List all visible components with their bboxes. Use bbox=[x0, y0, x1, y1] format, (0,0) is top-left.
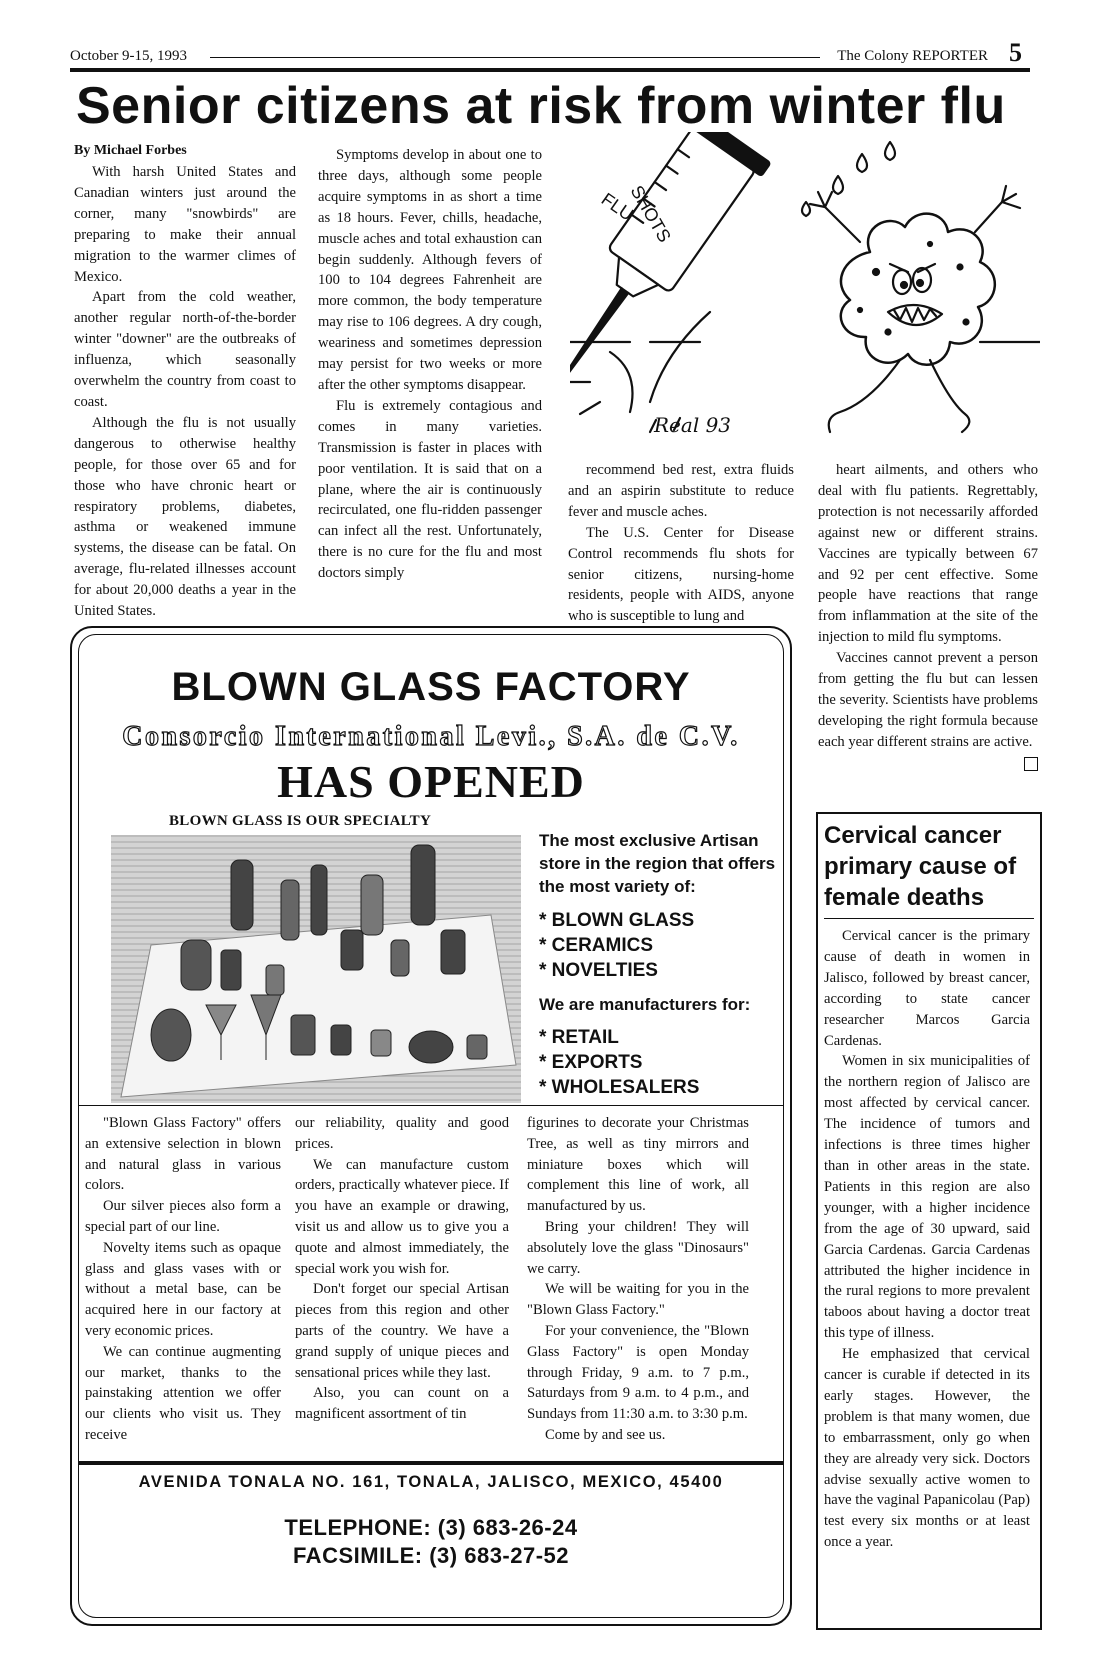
ad-specialty: BLOWN GLASS IS OUR SPECIALTY bbox=[169, 813, 432, 829]
paragraph: We will be waiting for you in the "Blown Glass Factory." bbox=[527, 1281, 749, 1319]
article-column-4 bbox=[818, 460, 1038, 771]
newspaper-name: The Colony REPORTER bbox=[837, 48, 988, 64]
artist-signature: Real 93 bbox=[654, 413, 732, 437]
article-headline: Senior citizens at risk from winter flu bbox=[76, 77, 1006, 135]
glassware-photo bbox=[111, 835, 521, 1103]
paragraph: Our silver pieces also form a special part of our line. bbox=[85, 1198, 281, 1235]
product-item: * BLOWN GLASS bbox=[539, 910, 695, 931]
market-item: * EXPORTS bbox=[539, 1052, 643, 1073]
market-item: * RETAIL bbox=[539, 1027, 619, 1048]
paragraph bbox=[818, 648, 1038, 753]
paragraph: The U.S. Center for Disease Control recommends flu shots for senior citizens, nursing-home residents, people with AIDS, anyone who is susceptible to lung and bbox=[568, 524, 794, 625]
ad-intro: The most exclusive Artisan store in the region that offers the most variety of: bbox=[539, 831, 776, 896]
sidebar-rule bbox=[824, 918, 1034, 919]
article-byline: By Michael Forbes bbox=[74, 143, 187, 158]
paragraph: We can continue augmenting our market, thanks to the painstaking attention we offer our clients who visit us. They receive bbox=[85, 1343, 281, 1443]
paragraph: For your convenience, the "Blown Glass Factory" is open Monday through Friday, 9 a.m. to 7 p.m., Saturdays from 9 a.m. to 4 p.m., and Sundays from 11:30 a.m. to 3:30 p.m. bbox=[527, 1322, 749, 1423]
ad-facsimile: FACSIMILE: (3) 683-27-52 bbox=[292, 1543, 570, 1568]
paragraph: Novelty items such as opaque glass and glass vases with or without a metal base, can be acquired here in our factory at very economic prices. bbox=[85, 1239, 281, 1339]
article-column-1 bbox=[74, 162, 296, 622]
ad-column-3 bbox=[527, 1113, 749, 1446]
paragraph: recommend bed rest, extra fluids and an aspirin substitute to reduce fever and muscle aches. bbox=[568, 462, 794, 520]
paragraph: Don't forget our special Artisan pieces from this region and other parts of the country. We have a grand supply of unique pieces and sensational prices while they last. bbox=[295, 1281, 509, 1381]
paragraph: Apart from the cold weather, another regular north-of-the-border winter "downer" are the outbreaks of influenza, which seasonally overwhelm the country from coast to coast. bbox=[74, 289, 296, 410]
paragraph: Come by and see us. bbox=[545, 1426, 666, 1443]
ad-inner-frame bbox=[78, 634, 784, 1618]
paragraph: Also, you can count on a magnificent assortment of tin bbox=[295, 1385, 509, 1423]
ad-company-name: Consorcio International Levi., S.A. de C.V. bbox=[122, 721, 740, 752]
issue-date: October 9-15, 1993 bbox=[70, 48, 188, 64]
sidebar-body bbox=[824, 926, 1030, 1553]
ad-divider bbox=[79, 1105, 783, 1106]
paragraph: He emphasized that cervical cancer is curable if detected in its early stages. However, the problem is that many women, due to embarrassment, only go when they are already very sick. Doctors advise sexually active women to have the vaginal Papanicolau (Pap) test every six months or at least once a year. bbox=[824, 1346, 1030, 1551]
paragraph: Women in six municipalities of the northern region of Jalisco are most affected by cervical cancer. The incidence of tumors and infections is three times higher than in other areas in the state. Patients in this region are also younger, with a higher incidence from the age of 30 upward, said Garcia Cardenas. Garcia Cardenas attributed the higher incidence in the rural regions to more prevalent taboos about having a doctor treat this type of illness. bbox=[824, 1053, 1030, 1342]
paragraph-text: Vaccines cannot prevent a person from getting the flu but can lessen the severity. Scientists have problems developing the right formula because each year different strains are active. bbox=[818, 650, 1038, 750]
masthead bbox=[70, 38, 1030, 68]
germ-character bbox=[802, 142, 1020, 432]
market-item: * WHOLESALERS bbox=[539, 1077, 700, 1098]
ad-has-opened: HAS OPENED bbox=[277, 756, 585, 807]
paragraph: figurines to decorate your Christmas Tree, as well as tiny mirrors and miniature boxes which will complement this line of work, all manufactured by us. bbox=[527, 1115, 749, 1215]
ad-address: AVENIDA TONALA NO. 161, TONALA, JALISCO, MEXICO, 45400 bbox=[138, 1473, 724, 1491]
paragraph: Cervical cancer is the primary cause of death in women in Jalisco, followed by breast cancer, according to state cancer researcher Marcos Garcia Cardenas. bbox=[824, 928, 1030, 1049]
ad-telephone: TELEPHONE: (3) 683-26-24 bbox=[284, 1515, 578, 1540]
page-number: 5 bbox=[1009, 38, 1022, 67]
ad-title: BLOWN GLASS FACTORY bbox=[171, 665, 691, 709]
ad-footer-bar bbox=[79, 1461, 783, 1465]
product-item: * NOVELTIES bbox=[539, 960, 658, 981]
ad-column-1 bbox=[85, 1113, 281, 1446]
cervical-cancer-sidebar bbox=[816, 812, 1042, 1630]
paragraph: heart ailments, and others who deal with flu patients. Regrettably, protection is not necessarily afforded against new or different strains. Vaccines are typically between 67 and 92 per cent effective. Some people have reactions that range from inflammation at the site of the injection to mild flu symptoms. bbox=[818, 462, 1038, 646]
manufacturers-heading: We are manufacturers for: bbox=[539, 995, 751, 1014]
sidebar-headline: Cervical cancer primary cause of female deaths bbox=[824, 822, 1017, 911]
syringe-label-shots: SHOTS bbox=[626, 182, 675, 246]
product-item: * CERAMICS bbox=[539, 935, 654, 956]
ad-column-2 bbox=[295, 1113, 509, 1425]
ad-product-list bbox=[539, 829, 789, 1100]
end-mark-icon bbox=[1024, 757, 1038, 771]
syringe-label-flu: FLU bbox=[597, 188, 638, 225]
masthead-rule bbox=[210, 57, 820, 58]
paragraph: Although the flu is not usually dangerous to otherwise healthy people, for those over 65 and for those who have chronic heart or respiratory problems, diabetes, asthma or weakened immune systems, the disease can be fatal. On average, flu-related illnesses account for about 20,000 deaths a year in the United States. bbox=[74, 414, 296, 620]
paragraph: Symptoms develop in about one to three days, although some people acquire symptoms in as short a time as 18 hours. Fever, chills, headache, muscle aches and total exhaustion can begin suddenly. Although fevers of 100 to 104 degrees Fahrenheit are more common, the body temperature may rise to 106 degrees. A dry cough, weariness and sometimes depression may persist for two weeks or more after the other symptoms disappear. bbox=[318, 147, 542, 393]
paragraph: With harsh United States and Canadian winters just around the corner, many "snowbirds" are preparing to make their annual migration to the warmer climes of Mexico. bbox=[74, 164, 296, 285]
paragraph: Flu is extremely contagious and comes in many varieties. Transmission is faster in places with poor ventilation. It is said that on a plane, where the air is continuously recirculated, one flu-ridden passenger can infect all the rest. Unfortunately, there is no cure for the flu and most doctors simply bbox=[318, 397, 542, 582]
paragraph: our reliability, quality and good prices. bbox=[295, 1115, 509, 1152]
masthead-bar bbox=[70, 68, 1030, 72]
blown-glass-advertisement bbox=[70, 626, 792, 1626]
paragraph: We can manufacture custom orders, practically whatever piece. If you have an example or drawing, visit us and allow us to give you a quote and almost immediately, the special work you wish for. bbox=[295, 1156, 509, 1277]
article-column-3 bbox=[568, 460, 794, 627]
article-column-2 bbox=[318, 145, 542, 584]
flu-shot-illustration bbox=[570, 132, 1040, 458]
paragraph: "Blown Glass Factory" offers an extensive selection in blown and natural glass in various colors. bbox=[85, 1115, 281, 1194]
paragraph: Bring your children! They will absolutely love the glass "Dinosaurs" we carry. bbox=[527, 1218, 749, 1277]
